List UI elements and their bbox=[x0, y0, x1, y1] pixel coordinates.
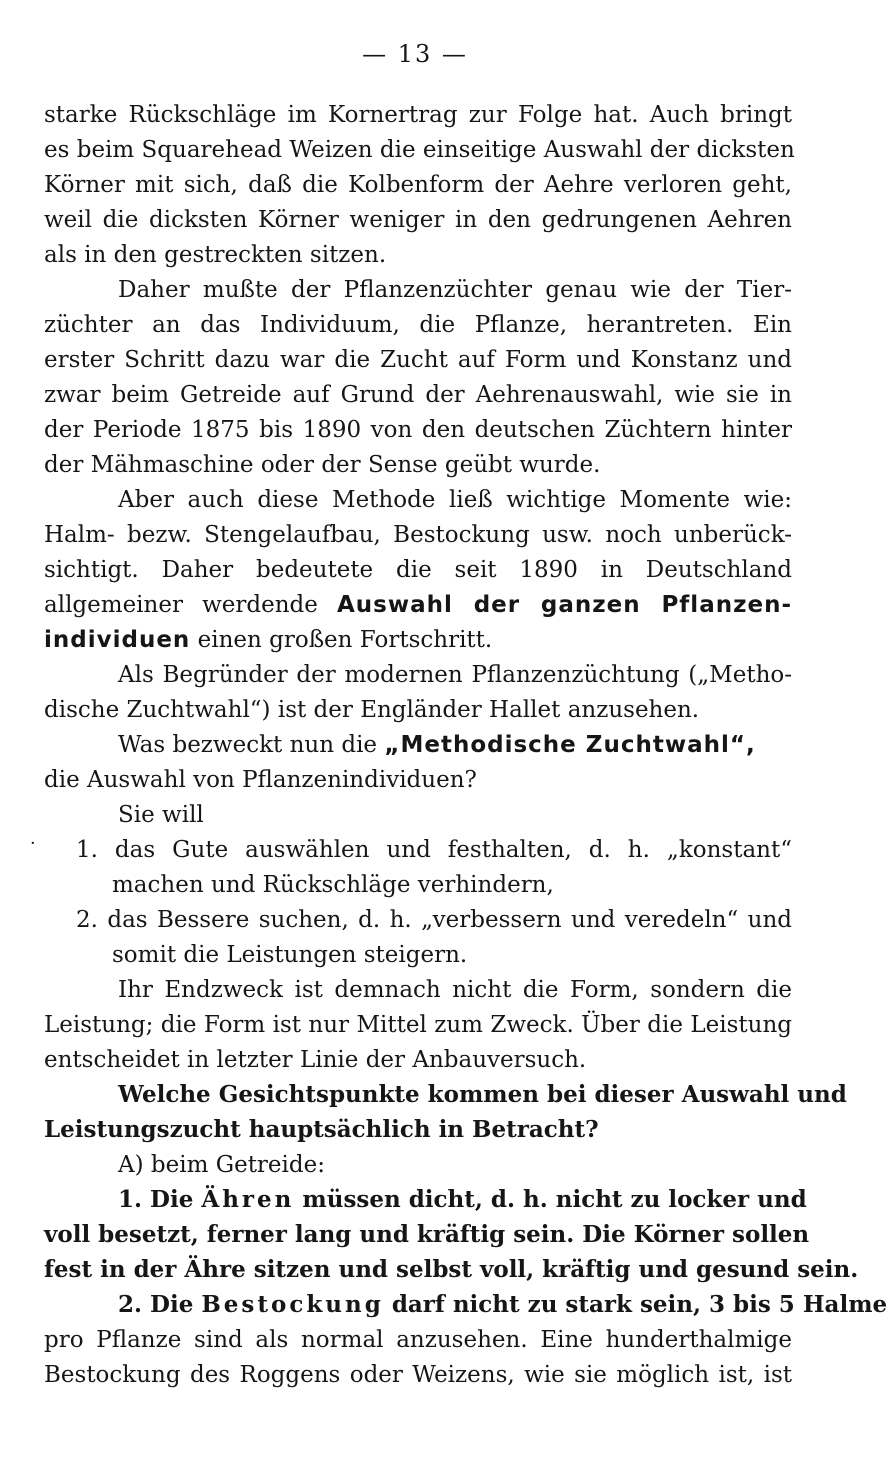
text-line: als in den gestreckten sitzen. bbox=[44, 242, 387, 268]
text-line: entscheidet in letzter Linie der Anbauversuch. bbox=[44, 1047, 587, 1073]
text-run: müssen dicht, d. h. nicht zu locker und bbox=[294, 1186, 807, 1213]
paragraph-first-line: Welche Gesichtspunkte kommen bei dieser Auswahl und bbox=[118, 1081, 847, 1108]
text-line: die Auswahl von Pflanzenindividuen? bbox=[44, 767, 477, 793]
text-line bbox=[44, 625, 792, 657]
paragraph-first-line: Als Begründer der modernen Pflanzenzüchtung („Metho- bbox=[118, 662, 792, 688]
text-line: sichtigt. Daher bedeutete die seit 1890 in Deutschland bbox=[44, 557, 792, 583]
text-line: fest in der Ähre sitzen und selbst voll, kräftig und gesund sein. bbox=[44, 1256, 859, 1283]
text-line: starke Rückschläge im Kornertrag zur Folge hat. Auch bringt bbox=[44, 102, 792, 128]
section-heading: A) beim Getreide: bbox=[118, 1152, 325, 1178]
text-run: Was bezweckt nun die bbox=[118, 732, 385, 758]
text-line: züchter an das Individuum, die Pflanze, herantreten. Ein bbox=[44, 312, 792, 338]
text-line: Leistungszucht hauptsächlich in Betracht? bbox=[44, 1116, 599, 1143]
text-line: dische Zuchtwahl“) ist der Engländer Hallet anzusehen. bbox=[44, 697, 700, 723]
text-line: Leistung; die Form ist nur Mittel zum Zweck. Über die Leistung bbox=[44, 1012, 792, 1038]
text-run: einen großen Fortschritt. bbox=[190, 627, 493, 653]
text-line: Halm- bezw. Stengelaufbau, Bestockung usw. noch unberück- bbox=[44, 522, 792, 548]
text-line: der Mähmaschine oder der Sense geübt wurde. bbox=[44, 452, 601, 478]
text-run: darf nicht zu stark sein, 3 bis 5 Halme bbox=[383, 1291, 887, 1318]
text-line: der Periode 1875 bis 1890 von den deutschen Züchtern hinter bbox=[44, 417, 792, 443]
paragraph-first-line bbox=[118, 730, 792, 762]
text-line: zwar beim Getreide auf Grund der Aehrenauswahl, wie sie in bbox=[44, 382, 792, 408]
emphasis-run: „Methodische Zuchtwahl“, bbox=[384, 732, 756, 758]
text-line: erster Schritt dazu war die Zucht auf Form und Konstanz und bbox=[44, 347, 792, 373]
text-line: Körner mit sich, daß die Kolbenform der Aehre verloren geht, bbox=[44, 172, 792, 198]
emphasis-run: Auswahl der ganzen Pflanzen- bbox=[336, 592, 792, 618]
list-item: 2. das Bessere suchen, d. h. „verbessern und veredeln“ und bbox=[76, 907, 792, 933]
list-item: 1. das Gute auswählen und festhalten, d. h. „konstant“ bbox=[76, 837, 792, 863]
spaced-run: Bestockung bbox=[201, 1291, 384, 1318]
paragraph-first-line bbox=[118, 1185, 807, 1217]
list-item-continuation: machen und Rückschläge verhindern, bbox=[112, 872, 554, 898]
text-line: Bestockung des Roggens oder Weizens, wie sie möglich ist, ist bbox=[44, 1362, 792, 1388]
text-line bbox=[44, 590, 792, 622]
text-line: weil die dicksten Körner weniger in den gedrungenen Aehren bbox=[44, 207, 792, 233]
text-run: 1. Die bbox=[118, 1186, 202, 1213]
emphasis-run: individuen bbox=[44, 627, 191, 653]
page-number: — 13 — bbox=[362, 40, 468, 68]
text-run: 2. Die bbox=[118, 1291, 202, 1318]
margin-mark: · bbox=[30, 833, 36, 854]
text-line: Sie will bbox=[118, 802, 204, 828]
paragraph-first-line: Ihr Endzweck ist demnach nicht die Form, sondern die bbox=[118, 977, 792, 1003]
paragraph-first-line: Aber auch diese Methode ließ wichtige Momente wie: bbox=[118, 487, 792, 513]
paragraph-first-line bbox=[118, 1290, 887, 1322]
list-item-continuation: somit die Leistungen steigern. bbox=[112, 942, 468, 968]
spaced-run: Ähren bbox=[201, 1186, 295, 1213]
text-line: voll besetzt, ferner lang und kräftig sein. Die Körner sollen bbox=[44, 1221, 810, 1248]
text-line: es beim Squarehead Weizen die einseitige Auswahl der dicksten bbox=[44, 137, 795, 163]
paragraph-first-line: Daher mußte der Pflanzenzüchter genau wie der Tier- bbox=[118, 277, 792, 303]
text-run: allgemeiner werdende bbox=[44, 592, 337, 618]
text-line: pro Pflanze sind als normal anzusehen. Eine hunderthalmige bbox=[44, 1327, 792, 1353]
